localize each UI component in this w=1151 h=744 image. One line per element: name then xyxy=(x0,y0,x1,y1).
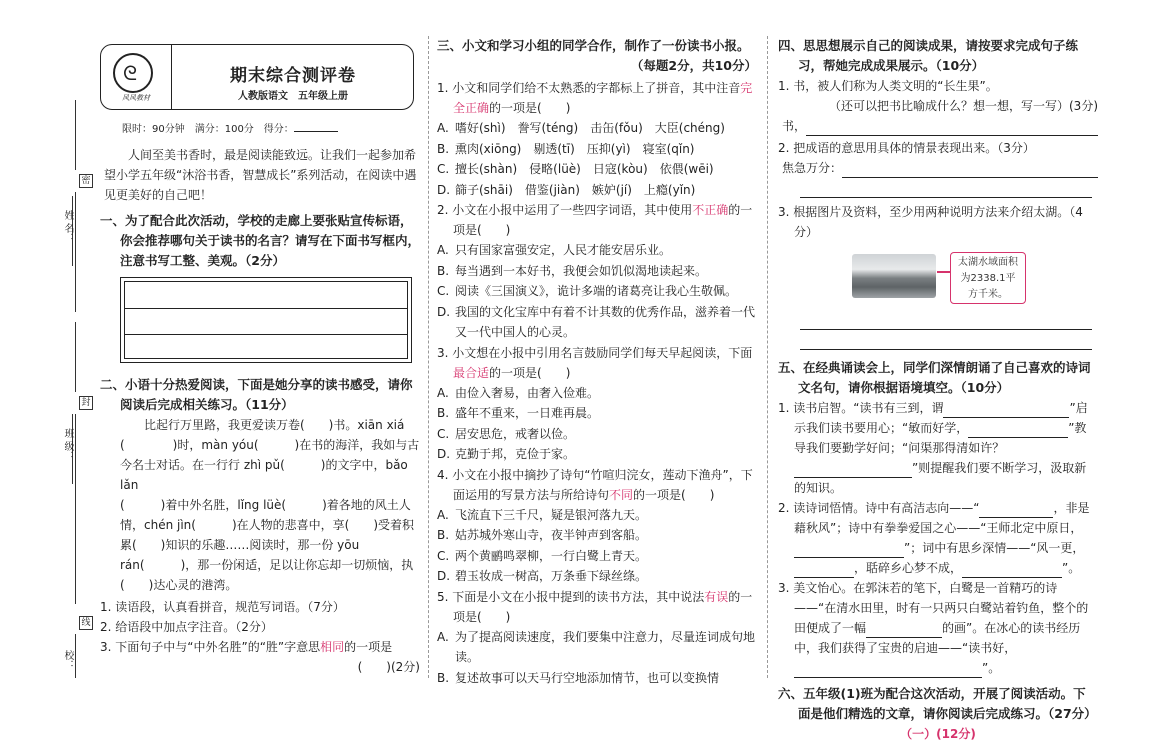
logo-swirl-icon: ᘓ xyxy=(123,61,138,85)
s3-q1-option-a[interactable]: A. 嗜好(shì) 誊写(téng) 击缶(fǒu) 大臣(chéng) xyxy=(437,121,725,135)
s3-q4-option-a[interactable]: A. 飞流直下三千尺，疑是银河落九天。 xyxy=(437,507,648,522)
s5-question-2: 2. 读诗词悟情。诗中有高洁志向——“ ，非是藉秋风”；诗中有拳拳爱国之心——“王师北定中原日，”；词中有思乡深情——“风一更，，聒碎乡心梦不成， ”。 xyxy=(778,498,1098,578)
highlight-text: 有误 xyxy=(704,589,729,604)
section-2-title: 二、小语十分热爱阅读，下面是她分享的读书感受，请你阅读后完成相关练习。（11分） xyxy=(100,377,413,412)
section-3-title: 三、小文和学习小组的同学合作，制作了一份读书小报。 xyxy=(437,38,750,53)
seal-mark-box: 密 xyxy=(79,174,93,188)
column-3 xyxy=(778,0,1098,741)
title-separator xyxy=(171,45,172,109)
page-title: 期末综合测评卷 xyxy=(230,66,356,86)
name-label: 姓 名： xyxy=(62,210,73,244)
s5-question-1: 1. 读书启智。“读书有三到，谓 ”启示我们读书要用心；“敏而好学， ”教导我们要勤学好问；“问渠那得清如许？”则提醒我们要不断学习，汲取新的知识。 xyxy=(778,401,1088,495)
intro-paragraph: 人间至美书香时，最是阅读能致远。让我们一起参加希望小学五年级“沐浴书香，智慧成长”系列活动，在阅读中遇见更美好的自己吧！ xyxy=(104,148,417,202)
section-1-title: 一、为了配合此次活动，学校的走廊上要张贴宣传标语，你会推荐哪句关于读书的名言？请写在下面书写框内，注意书写工整、美观。（2分） xyxy=(100,213,421,268)
school-label: 校： xyxy=(62,650,73,670)
class-label: 班 级： xyxy=(62,428,73,462)
s3-q2-option-c[interactable]: C. 阅读《三国演义》，诡计多端的诸葛亮让我心生敬佩。 xyxy=(437,284,738,298)
fill-blank[interactable] xyxy=(794,544,904,558)
s3-q3-option-d[interactable]: D. 克勤于邦，克俭于家。 xyxy=(437,447,576,461)
fill-blank[interactable] xyxy=(866,624,942,638)
fill-blank[interactable] xyxy=(794,664,890,678)
s3-q3-option-b[interactable]: B. 盛年不重来，一日难再晨。 xyxy=(437,406,600,420)
s3-question-2: 2. 小文在小报中运用了一些四字词语，其中使用不正确的一项是( ) xyxy=(437,203,753,237)
s3-q4-option-d[interactable]: D. 碧玉妆成一树高，万条垂下绿丝绦。 xyxy=(437,569,648,583)
s3-q1-option-c[interactable]: C. 擅长(shàn) 侵略(lüè) 日寇(kòu) 依偎(wēi) xyxy=(437,162,714,176)
strip-line xyxy=(75,322,76,392)
s4-q2-answer: 焦急万分： xyxy=(778,158,1098,178)
highlight-text: 最合适 xyxy=(453,365,490,380)
section-5-title: 五、在经典诵读会上，同学们深情朗诵了自己喜欢的诗词文名句，请你根据语境填空。（10分） xyxy=(778,360,1091,395)
section-4-title: 四、思思想展示自己的阅读成果，请按要求完成句子练习，帮她完成成果展示。（10分） xyxy=(778,38,1079,73)
section-3-score: （每题2分，共10分） xyxy=(630,58,757,73)
fill-blank[interactable] xyxy=(962,564,1062,578)
writing-box[interactable] xyxy=(120,277,412,363)
highlight-text: 不同 xyxy=(609,487,634,502)
column-2 xyxy=(437,0,757,685)
seal-mark-box: 封 xyxy=(79,396,93,410)
fill-blank[interactable] xyxy=(890,664,982,678)
info-callout: 太湖水域面积为2338.1平方千米。 xyxy=(950,252,1026,304)
highlight-text: 不正确 xyxy=(692,203,729,217)
s3-q5-option-b[interactable]: B. 复述故事可以天马行空地添加情节，也可以变换情 xyxy=(437,670,720,685)
strip-line xyxy=(75,192,76,312)
strip-line xyxy=(75,414,76,604)
column-1 xyxy=(100,0,420,678)
writing-row-line xyxy=(124,334,408,335)
s3-question-1: 1. 小文和同学们给不太熟悉的字都标上了拼音，其中注音完全正确的一项是( ) xyxy=(437,81,753,115)
binding-strip xyxy=(0,0,95,678)
s5-question-3: 3. 美文怡心。在郭沫若的笔下，白鹭是一首精巧的诗——“在清水田里，时有一只两只白鹭站着钓鱼，整个的田便成了一幅 的画”。在冰心的读书经历中，我们获得了宝贵的启迪——“读书好，”。 xyxy=(778,578,1098,678)
brand-logo xyxy=(107,51,163,103)
s4-q1-hint: （还可以把书比喻成什么？想一想，写一写）(3分) xyxy=(829,99,1098,113)
strip-line xyxy=(75,634,76,678)
s3-q5-option-a[interactable]: A. 为了提高阅读速度，我们要集中注意力，尽量连词成句地读。 xyxy=(437,629,756,664)
section-6-sub: （一）(12分) xyxy=(900,727,976,741)
fill-blank[interactable] xyxy=(943,404,1069,418)
column-divider xyxy=(767,36,768,678)
score-blank[interactable] xyxy=(294,131,338,132)
s4-question-3: 3. 根据图片及资料，至少用两种说明方法来介绍太湖。（4分） xyxy=(778,205,1083,239)
title-box xyxy=(100,44,414,110)
answer-line[interactable] xyxy=(800,178,1092,198)
s2-question-2: 2. 给语段中加点字注音。（2分） xyxy=(100,620,273,634)
passage-line-2: ( )时，màn yóu( )在书的海洋，我如与古今名士对话。在一行行 zhì pǔ( )的文字中，bǎo lǎn xyxy=(120,438,420,492)
lake-photo xyxy=(852,254,936,298)
page-subtitle: 人教版语文 五年级上册 xyxy=(238,91,348,102)
fill-blank[interactable] xyxy=(794,464,912,478)
strip-line xyxy=(75,100,76,170)
taihu-figure xyxy=(778,246,1098,310)
s3-question-5: 5. 下面是小文在小报中提到的读书方法，其中说法有误的一项是( ) xyxy=(437,589,753,624)
brand-name: 风风教材 xyxy=(122,94,150,102)
s4-question-2: 2. 把成语的意思用具体的情景表现出来。（3分） xyxy=(778,141,1035,155)
passage-line-3: ( )着中外名胜，lǐng lüè( )着各地的风土人情，chén jìn( )在人物的悲喜中，享( )受着积累( )知识的乐趣……阅读时，那一份 yōu rán( )，那一份闲适，足以让你忘却一切烦恼，执( )达心灵的港湾。 xyxy=(120,498,415,592)
s2-question-1: 1. 读语段，认真看拼音，规范写词语。（7分） xyxy=(100,600,345,614)
fill-blank[interactable] xyxy=(979,504,1053,518)
section-6-title: 六、五年级(1)班为配合这次活动，开展了阅读活动。下面是他们精选的文章，请你阅读后完成练习。（27分） xyxy=(778,686,1097,721)
answer-line[interactable] xyxy=(842,158,1098,178)
s3-q2-option-d[interactable]: D. 我国的文化宝库中有着不计其数的优秀作品，滋养着一代又一代中国人的心灵。 xyxy=(437,304,756,339)
s3-question-4: 4. 小文在小报中摘抄了诗句“竹喧归浣女，莲动下渔舟”，下面运用的写景方法与所给诗句不同的一项是( ) xyxy=(437,467,753,502)
seal-mark-box: 线 xyxy=(79,616,93,630)
s4-question-1: 1. 书，被人们称为人类文明的“长生果”。 xyxy=(778,79,998,93)
column-divider xyxy=(428,36,429,678)
writing-row-line xyxy=(124,308,408,309)
s3-q2-option-a[interactable]: A. 只有国家富强安定，人民才能安居乐业。 xyxy=(437,243,672,257)
meta-text: 限时：90分钟 满分：100分 得分： xyxy=(122,124,294,135)
writing-box-inner xyxy=(124,281,408,359)
passage-line-1: 比起行万里路，我更爱读万卷( )书。xiān xiá xyxy=(144,418,405,432)
highlight-text: 完全正确 xyxy=(453,81,753,115)
s2-question-3: 3. 下面句子中与“中外名胜”的“胜”字意思相同的一项是 xyxy=(100,640,393,654)
s3-question-3: 3. 小文想在小报中引用名言鼓励同学们每天早起阅读，下面最合适的一项是( ) xyxy=(437,345,753,380)
s3-q1-option-d[interactable]: D. 篩子(shāi) 借鉴(jiàn) 嫉妒(jí) 上瘾(yǐn) xyxy=(437,182,696,197)
exam-meta xyxy=(100,120,420,135)
answer-line[interactable] xyxy=(806,116,1098,136)
fill-blank[interactable] xyxy=(794,564,854,578)
s3-q3-option-c[interactable]: C. 居安思危，戒奢以俭。 xyxy=(437,426,576,441)
answer-line[interactable] xyxy=(800,330,1092,350)
s3-q4-option-c[interactable]: C. 两个黄鹂鸣翠柳，一行白鹭上青天。 xyxy=(437,548,648,563)
highlight-text: 相同 xyxy=(320,640,345,654)
s3-q2-option-b[interactable]: B. 每当遇到一本好书，我便会如饥似渴地读起来。 xyxy=(437,263,708,278)
answer-line[interactable] xyxy=(800,310,1092,330)
s4-q1-answer: 书， xyxy=(778,116,1098,136)
s3-q3-option-a[interactable]: A. 由俭入奢易，由奢入俭难。 xyxy=(437,385,600,400)
fill-blank[interactable] xyxy=(968,424,1068,438)
s3-q1-option-b[interactable]: B. 熏肉(xiōng) 剔透(tī) 压抑(yì) 寝室(qǐn) xyxy=(437,141,695,156)
s2-question-3-score: ( )(2分) xyxy=(357,660,420,674)
s3-q4-option-b[interactable]: B. 姑苏城外寒山寺，夜半钟声到客船。 xyxy=(437,528,648,542)
